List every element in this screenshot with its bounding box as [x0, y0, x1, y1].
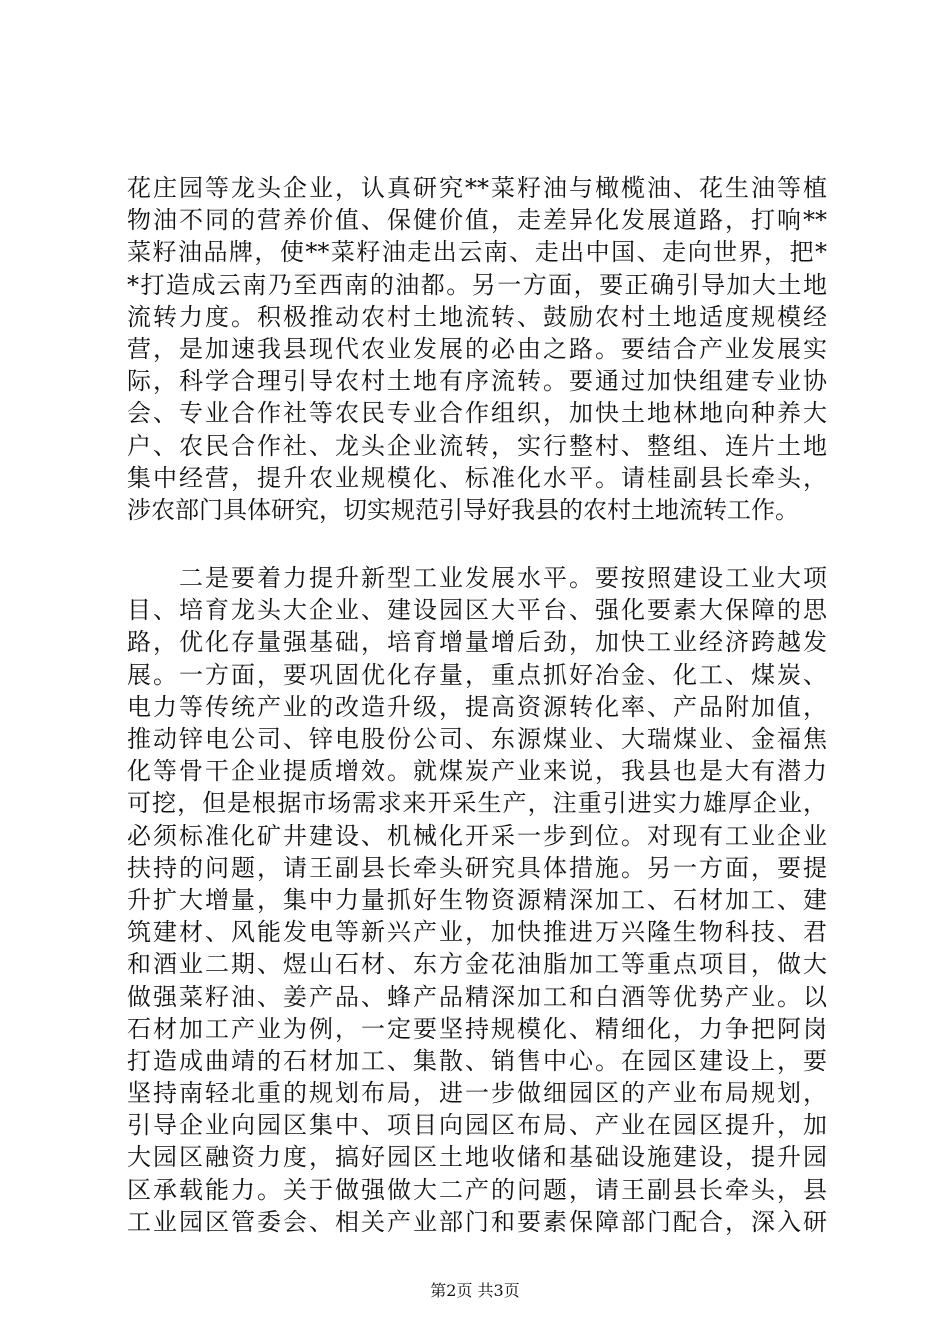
- text-line: 物油不同的营养价值、保健价值，走差异化发展道路，打响**: [127, 206, 827, 235]
- text-line: 大园区融资力度，搞好园区土地收储和基础设施建设，提升园: [127, 1143, 827, 1172]
- paragraph-2: [127, 562, 827, 1238]
- text-line: 展。一方面，要巩固优化存量，重点抓好冶金、化工、煤炭、: [127, 660, 827, 689]
- text-line: 电力等传统产业的改造升级，提高资源转化率、产品附加值，: [127, 692, 827, 721]
- text-line: 营，是加速我县现代农业发展的必由之路。要结合产业发展实: [127, 334, 827, 363]
- text-line: 引导企业向园区集中、项目向园区布局、产业在园区提升，加: [127, 1111, 827, 1140]
- paragraph-gap: [127, 526, 827, 562]
- text-line: 流转力度。积极推动农村土地流转、鼓励农村土地适度规模经: [127, 302, 827, 331]
- text-line: 户、农民合作社、龙头企业流转，实行整村、整组、连片土地: [127, 431, 827, 460]
- paragraph-1: [127, 172, 827, 526]
- text-line: 集中经营，提升农业规模化、标准化水平。请桂副县长牵头，: [127, 463, 827, 492]
- text-line: 涉农部门具体研究，切实规范引导好我县的农村土地流转工作。: [127, 495, 799, 524]
- text-line: 推动锌电公司、锌电股份公司、东源煤业、大瑞煤业、金福焦: [127, 725, 827, 753]
- text-line: 石材加工产业为例，一定要坚持规模化、精细化，力争把阿岗: [127, 1014, 827, 1043]
- text-line: 二是要着力提升新型工业发展水平。要按照建设工业大项: [127, 564, 827, 593]
- text-line: 化等骨干企业提质增效。就煤炭产业来说，我县也是大有潜力: [127, 757, 827, 786]
- document-body: [127, 172, 827, 1238]
- text-line: *打造成云南乃至西南的油都。另一方面，要正确引导加大土地: [127, 270, 827, 299]
- text-line: 筑建材、风能发电等新兴产业，加快推进万兴隆生物科技、君: [127, 918, 827, 947]
- text-line: 路，优化存量强基础，培育增量增后劲，加快工业经济跨越发: [127, 628, 827, 657]
- text-line: 花庄园等龙头企业，认真研究**菜籽油与橄榄油、花生油等植: [127, 174, 827, 202]
- text-line: 际，科学合理引导农村土地有序流转。要通过加快组建专业协: [127, 367, 827, 396]
- text-line: 打造成曲靖的石材加工、集散、销售中心。在园区建设上，要: [127, 1046, 827, 1075]
- text-line: 和酒业二期、煜山石材、东方金花油脂加工等重点项目，做大: [127, 950, 827, 979]
- text-line: 目、培育龙头大企业、建设园区大平台、强化要素大保障的思: [127, 596, 827, 625]
- text-line: 必须标准化矿井建设、机械化开采一步到位。对现有工业企业: [127, 821, 827, 850]
- text-line: 可挖，但是根据市场需求来开采生产，注重引进实力雄厚企业，: [127, 789, 827, 818]
- page-number-footer: 第2页 共3页: [430, 1281, 520, 1300]
- text-line: 坚持南轻北重的规划布局，进一步做细园区的产业布局规划，: [127, 1079, 827, 1108]
- text-line: 区承载能力。关于做强做大二产的问题，请王副县长牵头，县: [127, 1175, 827, 1204]
- text-line: 做强菜籽油、姜产品、蜂产品精深加工和白酒等优势产业。以: [127, 982, 827, 1011]
- text-line: 会、专业合作社等农民专业合作组织，加快土地林地向种养大: [127, 399, 827, 428]
- text-line: 菜籽油品牌，使**菜籽油走出云南、走出中国、走向世界，把*: [127, 238, 827, 267]
- text-line: 升扩大增量，集中力量抓好生物资源精深加工、石材加工、建: [127, 885, 827, 914]
- text-line: 工业园区管委会、相关产业部门和要素保障部门配合，深入研: [127, 1207, 827, 1236]
- text-line: 扶持的问题，请王副县长牵头研究具体措施。另一方面，要提: [127, 853, 827, 882]
